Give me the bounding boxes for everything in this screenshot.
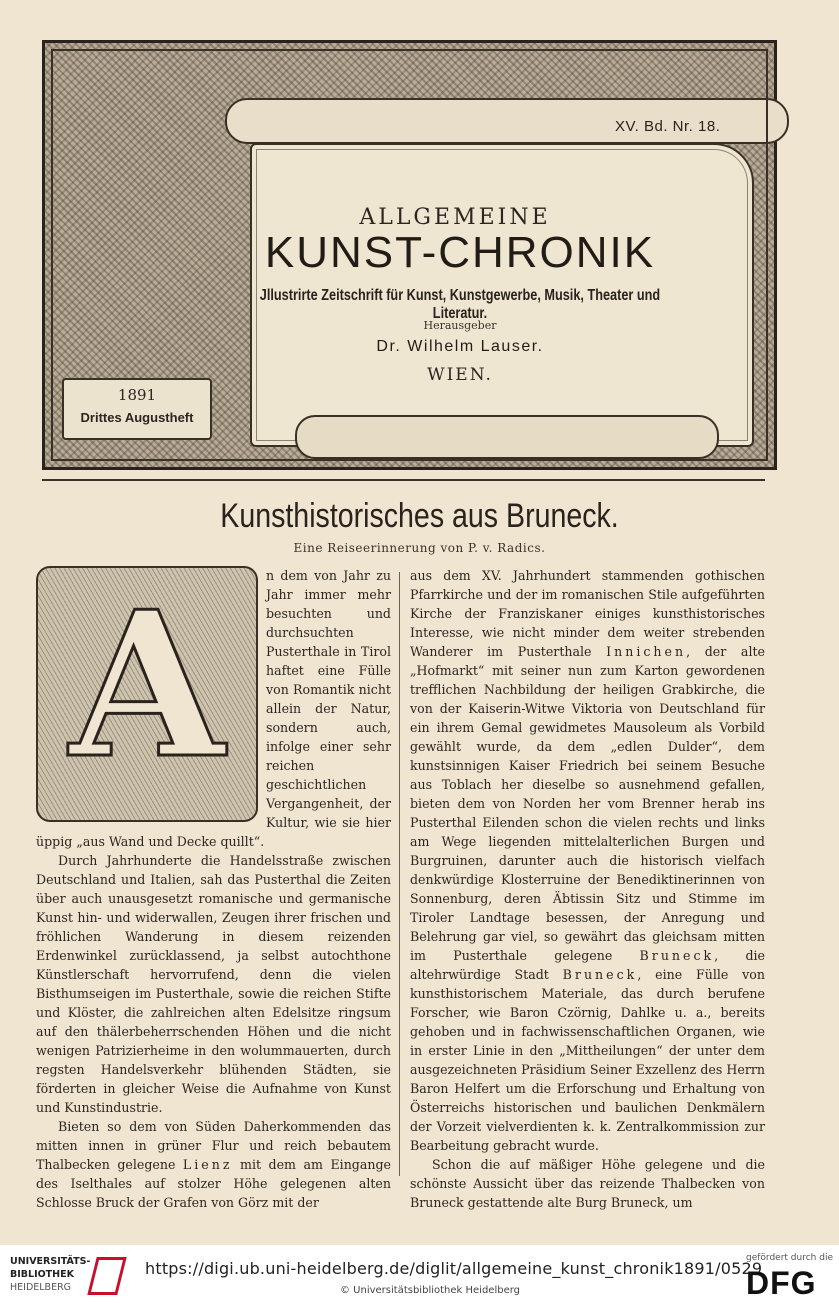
funding-label: gefördert durch die xyxy=(746,1253,833,1263)
logo-line: UNIVERSITÄTS- xyxy=(10,1256,91,1267)
initial-letter: A xyxy=(69,568,225,803)
text-run: mit dem am Eingange des Iselthales auf stolzer Höhe gelegenen alten Schlosse Bruck der Grafen von Görz mit der xyxy=(36,1157,391,1210)
article-column-right xyxy=(410,566,765,1212)
text-run: aus dem XV. Jahrhundert stammenden gothischen Pfarrkirche und der im romanischen Stile aufgeführten Kirche der Franziskaner einiges kunsthistorisches Interesse, wie nicht minder dem weiter strebenden Wanderer im Pusterthale xyxy=(410,568,765,659)
text-run: , der alte „Hofmarkt“ mit seiner nun zum Karton gewordenen trefflichen Nachbildung der heiligen Grabkirche, die von der Kaiserin-Witwe Viktoria von Deutschland für ein ihrem Gemal gewidmetes Mausoleum als Vorbild gewählt wurde, da dem „edlen Dulder“, dem kunstsinnigen Kaiser Friedrich bei seinem Besuche aus Toblach her dieselbe so ausnehmend gefallen, bieten dem von Norden her vom Brenner herab ins Pusterthal Eilenden schon die vielen rechts und links am Wege liegenden mittelalterlichen Burgen und Burgruinen, darunter auch die historisch vielfach denkwürdige Klosterruine der Benediktinerinnen von Sonnenburg, deren Äbtissin Sitz und Stimme im Tiroler Landtage besessen, der Anregung und Belehrung gar viel, so gewährt das gleichsam mitten im Pusterthale gelegene xyxy=(410,644,765,963)
place-name: Lienz xyxy=(182,1157,233,1172)
text-run: , die altehrwürdige Stadt xyxy=(410,948,765,982)
paragraph: Schon die auf mäßiger Höhe gelegene und die schönste Aussicht über das reizende Thalbecken von Bruneck gestattende alte Burg Bruneck, um xyxy=(410,1157,765,1210)
paragraph xyxy=(410,566,765,1155)
volume-number: XV. Bd. Nr. 18. xyxy=(615,118,721,135)
permalink-url[interactable]: https://digi.ub.uni-heidelberg.de/diglit/allgemeine_kunst_chronik1891/0529 xyxy=(145,1259,763,1278)
viewer-footer xyxy=(0,1245,839,1307)
publication-city: WIEN. xyxy=(427,365,493,385)
article-column-left xyxy=(36,566,391,1212)
text-run: , eine Fülle von kunsthistorischem Materiale, das durch berufene Forscher, wie Baron Czörnig, Dahlke u. a., bereits gehoben und in fachwissenschaftlichen Organen, wie in erster Linie in den „Mittheilungen“ der unter dem ausgezeichneten Präsidium Seiner Exzellenz des Herrn Baron Helfert um die Erforschung und Erhaltung von Österreichs historischen und baulichen Denkmälern der Vorzeit vielverdienten k. k. Zentralkommission zur Bearbeitung gebracht wurde. xyxy=(410,967,765,1153)
paragraph: n dem von Jahr zu Jahr immer mehr besuchten und durchsuchten Pusterthale in Tirol haftet eine Fülle von Romantik nicht allein der Natur, sondern auch, infolge einer sehr reichen geschichtlichen Vergangenheit, der Kultur, wie sie hier üppig „aus Wand und Decke quillt“. xyxy=(36,568,391,849)
masthead-title: KUNST-CHRONIK xyxy=(264,228,656,277)
header-rule xyxy=(42,479,765,481)
scroll-banner-bottom xyxy=(295,415,719,459)
place-name: Bruneck xyxy=(639,948,715,963)
editor-label: Herausgeber xyxy=(423,319,497,332)
masthead-subtitle: Jllustrirte Zeitschrift für Kunst, Kunstgewerbe, Musik, Theater und Literatur. xyxy=(259,287,661,322)
column-divider xyxy=(399,572,400,1176)
article-byline: Eine Reiseerinnerung von P. v. Radics. xyxy=(293,541,546,555)
paragraph xyxy=(36,1117,391,1212)
text-run: Bieten so dem von Süden Daherkommenden das mitten innen in grüner Flur und reich bebautem Thalbecken gelegene xyxy=(36,1119,391,1172)
logo-line: HEIDELBERG xyxy=(10,1282,72,1293)
issue-name: Drittes Augustheft xyxy=(80,410,194,425)
issue-box xyxy=(62,378,212,440)
masthead-kicker: ALLGEMEINE xyxy=(359,205,551,230)
place-name: Innichen xyxy=(606,644,687,659)
dfg-logo[interactable]: DFG xyxy=(746,1265,817,1301)
paragraph: Durch Jahrhunderte die Handelsstraße zwischen Deutschland und Italien, sah das Pusterthal die Zeiten über auch unausgesetzt romanische und germanische Kunst hin- und widerwallen, Zeugen ihrer frischen und fröhlichen Wanderung in diesem reizenden Erdenwinkel zurücklassend, ja selbst autochthone Künstlerschaft hervorrufend, denn die vielen Bisthumseigen im Pusterthale, sowie die reichen Stifte und Klöster, die zahlreichen alten Edelsitze ringsum auf den thälerbeherrschenden Höhen und die nicht wenigen Patrizierheime in den wolummauerten, durch regsten Handelsverkehr blühenden Städten, sie förderten in gleicher Weise die Aufnahme von Kunst und Kunstindustrie. xyxy=(36,853,391,1115)
editor-name: Dr. Wilhelm Lauser. xyxy=(376,338,544,355)
issue-year: 1891 xyxy=(117,386,157,404)
ornamental-initial xyxy=(36,566,258,822)
copyright-notice: © Universitätsbibliothek Heidelberg xyxy=(340,1285,521,1296)
logo-line: BIBLIOTHEK xyxy=(10,1269,74,1280)
place-name: Bruneck xyxy=(562,967,638,982)
article-title: Kunsthistorisches aus Bruneck. xyxy=(220,497,619,535)
university-library-logo[interactable] xyxy=(10,1255,140,1297)
